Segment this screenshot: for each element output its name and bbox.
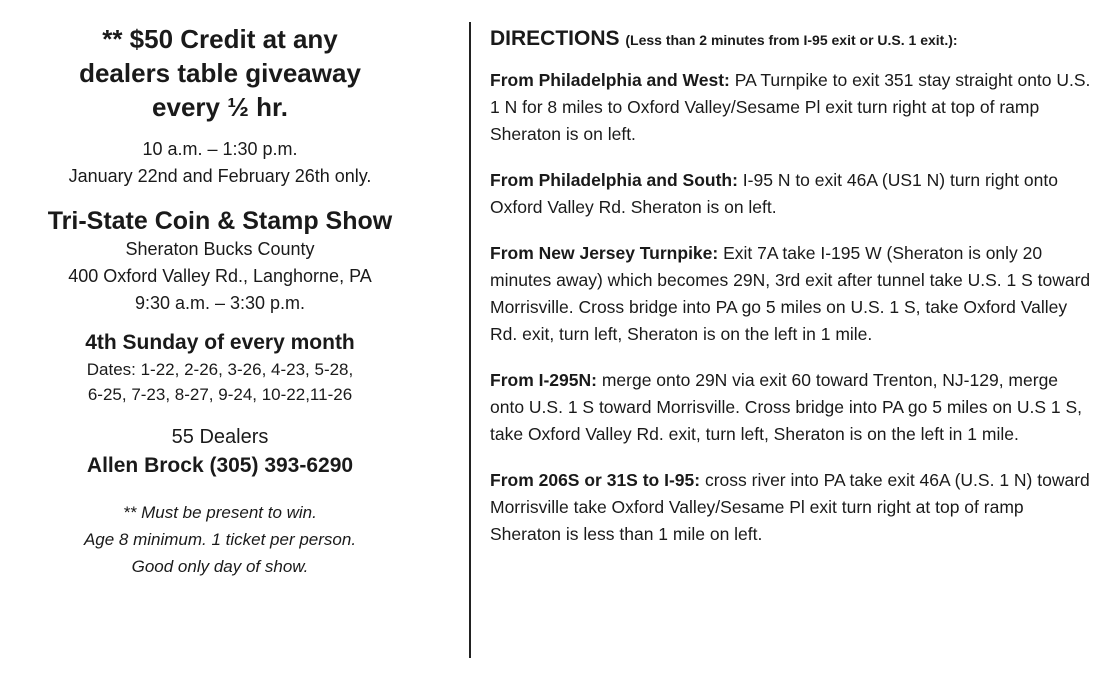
giveaway-line: every ½ hr. <box>152 92 288 122</box>
giveaway-line: ** $50 Credit at any <box>102 24 338 54</box>
dealer-count: 55 Dealers <box>171 426 269 448</box>
schedule-title: 4th Sunday of every month <box>85 331 355 354</box>
schedule-dates <box>0 357 440 407</box>
route-i-295n <box>490 367 1095 448</box>
route-label: From 206S or 31S to I-95: <box>490 470 701 490</box>
giveaway-line: dealers table giveaway <box>79 58 361 88</box>
route-label: From Philadelphia and South: <box>490 170 738 190</box>
route-label: From I-295N: <box>490 370 597 390</box>
giveaway-hours <box>0 136 440 190</box>
venue-block <box>0 236 440 317</box>
route-label: From Philadelphia and West: <box>490 70 730 90</box>
giveaway-time: 10 a.m. – 1:30 p.m. <box>142 139 298 159</box>
contact-info: Allen Brock (305) 393-6290 <box>86 454 354 477</box>
route-text: PA Turnpike to exit 351 stay straight onto U.S. 1 N for 8 miles to Oxford Valley/Sesame Pl exit turn right at top of ramp Sheraton is on left. <box>490 70 1091 144</box>
directions-title: DIRECTIONS <box>490 27 620 50</box>
giveaway-headline <box>0 22 440 124</box>
column-divider <box>469 22 471 658</box>
route-text: merge onto 29N via exit 60 toward Trenton, NJ-129, merge onto U.S. 1 S toward Morrisville. Cross bridge into PA go 5 miles on U.S 1 S, take Oxford Valley Rd. exit, turn left, Sheraton is on the left in 1 mile. <box>490 370 1083 444</box>
route-text: I-95 N to exit 46A (US1 N) turn right onto Oxford Valley Rd. Sheraton is on left. <box>490 170 1058 217</box>
directions-header <box>490 24 1095 55</box>
rules-line: Age 8 minimum. 1 ticket per person. <box>83 530 357 549</box>
route-nj-turnpike <box>490 240 1095 348</box>
directions-column <box>490 24 1095 548</box>
route-label: From New Jersey Turnpike: <box>490 243 719 263</box>
route-text: cross river into PA take exit 46A (U.S. 1 N) toward Morrisville take Oxford Valley/Sesame Pl exit turn right at top of ramp Sheraton is less than 1 mile on left. <box>490 470 1090 544</box>
venue-address: 400 Oxford Valley Rd., Langhorne, PA <box>68 266 372 286</box>
rules-line: ** Must be present to win. <box>123 503 317 522</box>
route-philadelphia-south <box>490 167 1095 221</box>
dates-line: 6-25, 7-23, 8-27, 9-24, 10-22,11-26 <box>87 385 353 404</box>
giveaway-rules <box>0 499 440 580</box>
directions-note: (Less than 2 minutes from I-95 exit or U.S. 1 exit.): <box>625 32 958 48</box>
venue-name: Sheraton Bucks County <box>125 239 315 259</box>
event-info-column <box>0 22 440 580</box>
dates-line: Dates: 1-22, 2-26, 3-26, 4-23, 5-28, <box>86 360 354 379</box>
rules-line: Good only day of show. <box>131 557 309 576</box>
show-hours: 9:30 a.m. – 3:30 p.m. <box>134 293 306 313</box>
route-text: Exit 7A take I-195 W (Sheraton is only 20 minutes away) which becomes 29N, 3rd exit after tunnel take U.S. 1 S toward Morrisville. Cross bridge into PA go 5 miles on U.S. 1 S, take Oxford Valley Rd. exit, turn left, Sheraton is on the left in 1 mile. <box>490 243 1091 344</box>
giveaway-dates: January 22nd and February 26th only. <box>68 166 372 186</box>
show-title: Tri-State Coin & Stamp Show <box>47 207 393 235</box>
route-206s-31s <box>490 467 1095 548</box>
route-philadelphia-west <box>490 67 1095 148</box>
